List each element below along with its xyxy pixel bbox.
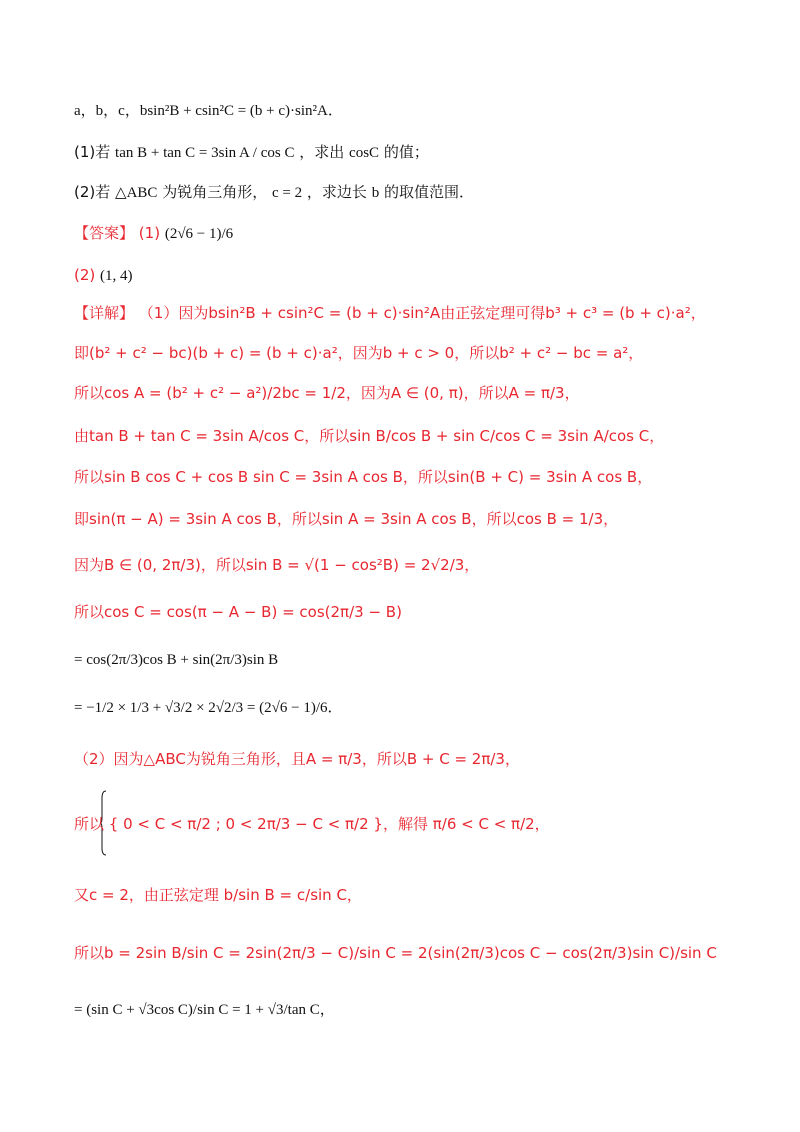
- solution-line-13: 又c = 2，由正弦定理 b/sin B = c/sin C，: [74, 886, 362, 904]
- answer-line-2: [74, 266, 740, 285]
- q1-prefix: (1)若: [74, 143, 111, 161]
- q2-c-value: c = 2: [272, 185, 303, 201]
- solution-line-7: 因为B ∈ (0, 2π/3)，所以sin B = √(1 − cos²B) = 2√2/3，: [74, 556, 480, 574]
- solution-line-6: 即sin(π − A) = 3sin A cos B，所以sin A = 3sin A cos B，所以cos B = 1/3，: [74, 510, 619, 528]
- q2-suffix: 的取值范围．: [383, 183, 474, 201]
- problem-intro: a，b，c，bsin²B + csin²C = (b + c)·sin²A．: [74, 103, 343, 119]
- q2-b: b: [371, 185, 380, 201]
- q1-suffix: 的值；: [383, 143, 429, 161]
- solution-text: （1）因为bsin²B + csin²C = (b + c)·sin²A由正弦定理可得b³ + c³ = (b + c)·a²，: [138, 304, 706, 322]
- solution-line-14: 所以b = 2sin B/sin C = 2sin(2π/3 − C)/sin C = 2(sin(2π/3)cos C − cos(2π/3)sin C)/sin C: [74, 944, 717, 962]
- solution-line-11: （2）因为△ABC为锐角三角形，且A = π/3，所以B + C = 2π/3，: [74, 750, 520, 768]
- answer-part1-prefix: (1): [138, 224, 161, 242]
- solution-line-5: 所以sin B cos C + cos B sin C = 3sin A cos B，所以sin(B + C) = 3sin A cos B，: [74, 468, 653, 486]
- question-1: [74, 143, 740, 162]
- answer-part2-value: (1, 4): [100, 268, 133, 284]
- q2-mid: 为锐角三角形，: [162, 183, 268, 201]
- solution-label: 【详解】: [74, 304, 135, 322]
- solution-line-15: = (sin C + √3cos C)/sin C = 1 + √3/tan C，: [74, 1002, 335, 1018]
- question-2: [74, 183, 740, 202]
- answer-part1-value: (2√6 − 1)/6: [164, 226, 234, 242]
- solution-line-4: 由tan B + tan C = 3sin A/cos C，所以sin B/cos B + sin C/cos C = 3sin A/cos C，: [74, 427, 665, 445]
- answer-label: 【答案】: [74, 224, 135, 242]
- solution-line-1: [74, 304, 740, 322]
- solution-line-3: 所以cos A = (b² + c² − a²)/2bc = 1/2，因为A ∈ (0, π)，所以A = π/3，: [74, 384, 580, 402]
- q2-mid2: ，求边长: [306, 183, 367, 201]
- q2-triangle: △ABC: [115, 185, 158, 201]
- q1-target: cosC: [349, 145, 380, 161]
- answer-part2-prefix: (2): [74, 266, 96, 284]
- solution-line-12: 所以 { 0 < C < π/2 ; 0 < 2π/3 − C < π/2 }，解得 π/6 < C < π/2，: [74, 815, 550, 833]
- q1-mid: ，求出: [299, 143, 345, 161]
- answer-line-1: [74, 224, 740, 243]
- solution-line-8: 所以cos C = cos(π − A − B) = cos(2π/3 − B): [74, 603, 402, 621]
- q1-equation: tan B + tan C = 3sin A / cos C: [115, 145, 295, 161]
- solution-line-2: 即(b² + c² − bc)(b + c) = (b + c)·a²，因为b + c > 0，所以b² + c² − bc = a²，: [74, 344, 644, 362]
- solution-line-10: = −1/2 × 1/3 + √3/2 × 2√2/3 = (2√6 − 1)/6．: [74, 700, 343, 716]
- q2-prefix: (2)若: [74, 183, 111, 201]
- solution-line-9: = cos(2π/3)cos B + sin(2π/3)sin B: [74, 652, 279, 668]
